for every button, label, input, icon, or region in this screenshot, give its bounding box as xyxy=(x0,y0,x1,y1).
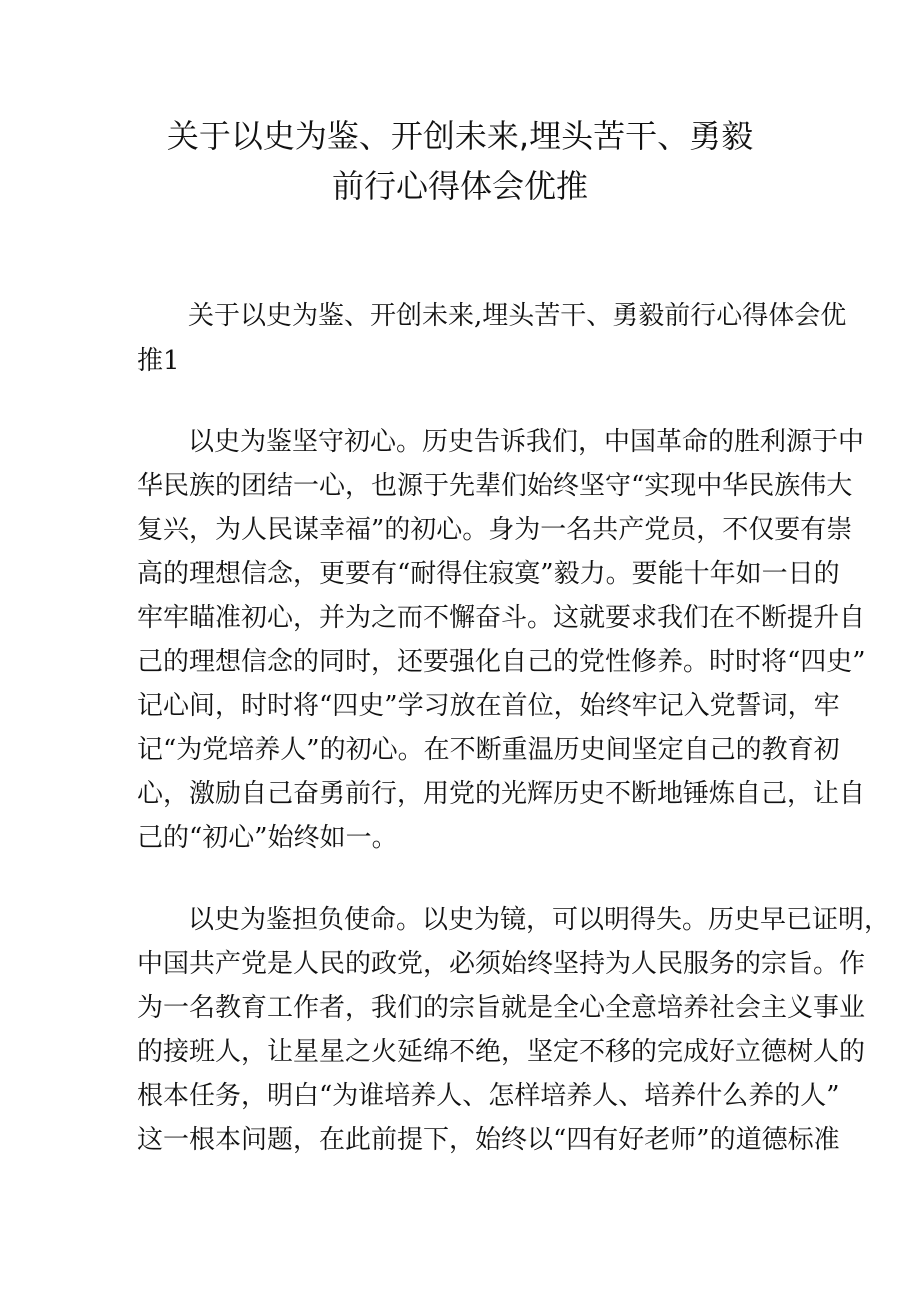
paragraph-1-line: 心，激励自己奋勇前行，用党的光辉历史不断地锤炼自己，让自 xyxy=(137,779,866,809)
paragraph-1-line: 记“为党培养人”的初心。在不断重温历史间坚定自己的教育初 xyxy=(137,735,840,765)
paragraph-1-line: 己的理想信念的同时，还要强化自己的党性修养。时时将“四史” xyxy=(137,647,866,677)
document-title-line-1: 关于以史为鉴、开创未来,埋头苦干、勇毅 xyxy=(166,117,754,155)
paragraph-2-line: 中国共产党是人民的政党，必须始终坚持为人民服务的宗旨。作 xyxy=(137,949,866,979)
paragraph-2-line: 以史为鉴担负使命。以史为镜，可以明得失。历史早已证明， xyxy=(188,905,891,935)
paragraph-1-line: 牢牢瞄准初心，并为之而不懈奋斗。这就要求我们在不断提升自 xyxy=(137,603,866,633)
paragraph-1-line: 高的理想信念，更要有“耐得住寂寞”毅力。要能十年如一日的 xyxy=(137,559,840,589)
paragraph-2-line: 这一根本问题，在此前提下，始终以“四有好老师”的道德标准 xyxy=(137,1125,840,1155)
subtitle-line-1: 关于以史为鉴、开创未来,埋头苦干、勇毅前行心得体会优 xyxy=(188,301,847,331)
paragraph-1-line: 华民族的团结一心，也源于先辈们始终坚守“实现中华民族伟大 xyxy=(137,471,853,501)
paragraph-1-line: 以史为鉴坚守初心。历史告诉我们，中国革命的胜利源于中 xyxy=(188,427,865,457)
subtitle-line-2: 推1 xyxy=(137,346,180,376)
paragraph-1-line: 记心间，时时将“四史”学习放在首位，始终牢记入党誓词，牢 xyxy=(137,691,840,721)
paragraph-1-line: 复兴，为人民谋幸福”的初心。身为一名共产党员，不仅要有崇 xyxy=(137,515,853,545)
document-title-line-2: 前行心得体会优推 xyxy=(331,167,588,205)
paragraph-1-line: 己的“初心”始终如一。 xyxy=(137,823,398,853)
paragraph-2-line: 的接班人，让星星之火延绵不绝，坚定不移的完成好立德树人的 xyxy=(137,1037,866,1067)
paragraph-2-line: 根本任务，明白“为谁培养人、怎样培养人、培养什么养的人” xyxy=(137,1081,840,1111)
paragraph-2-line: 为一名教育工作者，我们的宗旨就是全心全意培养社会主义事业 xyxy=(137,993,866,1023)
